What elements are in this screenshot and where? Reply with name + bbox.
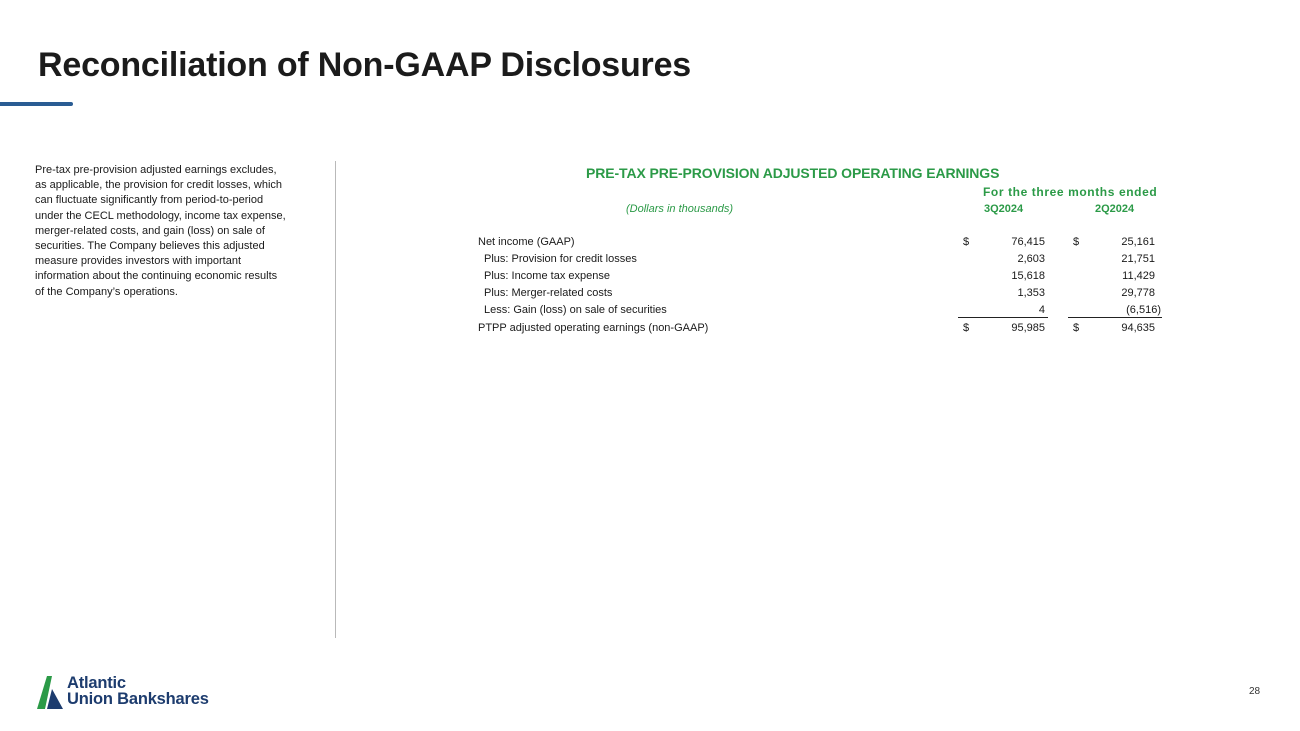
row-label: Plus: Provision for credit losses xyxy=(484,253,637,265)
company-logo xyxy=(37,674,209,714)
logo-line-2: Union Bankshares xyxy=(67,690,209,708)
table-row xyxy=(0,304,1300,321)
value-3q2024: 95,985 xyxy=(1011,322,1045,334)
slide-title: Reconciliation of Non-GAAP Disclosures xyxy=(38,46,691,84)
row-label: Less: Gain (loss) on sale of securities xyxy=(484,304,667,316)
title-accent-rule xyxy=(0,102,73,106)
column-divider xyxy=(335,161,336,638)
value-3q2024: 4 xyxy=(1038,304,1045,316)
table-title: PRE-TAX PRE-PROVISION ADJUSTED OPERATING EARNINGS xyxy=(586,165,1000,181)
table-row xyxy=(0,287,1300,304)
value-2q2024: 11,429 xyxy=(1122,270,1155,282)
page-number: 28 xyxy=(1249,686,1261,697)
value-3q2024: 76,415 xyxy=(1011,236,1045,248)
period-header: For the three months ended xyxy=(983,185,1158,199)
row-label: Plus: Income tax expense xyxy=(484,270,610,282)
row-label: Plus: Merger-related costs xyxy=(484,287,613,299)
value-3q2024: 1,353 xyxy=(1017,287,1045,299)
column-header-3q2024: 3Q2024 xyxy=(984,203,1024,215)
value-2q2024: 21,751 xyxy=(1121,253,1155,265)
dollar-sign: $ xyxy=(963,322,970,334)
table-row xyxy=(0,322,1300,339)
atlantic-union-logo-mark-icon xyxy=(37,675,65,709)
value-2q2024: (6,516) xyxy=(1126,304,1161,316)
value-2q2024: 25,161 xyxy=(1121,236,1155,248)
logo-wordmark xyxy=(67,675,209,707)
dollar-sign: $ xyxy=(1073,236,1080,248)
value-2q2024: 29,778 xyxy=(1121,287,1155,299)
row-label: PTPP adjusted operating earnings (non-GAAP) xyxy=(478,322,709,334)
dollar-sign: $ xyxy=(1073,322,1080,334)
row-label: Net income (GAAP) xyxy=(478,236,575,248)
table-row xyxy=(0,253,1300,270)
units-label: (Dollars in thousands) xyxy=(626,203,733,215)
table-row xyxy=(0,236,1300,253)
value-2q2024: 94,635 xyxy=(1121,322,1155,334)
column-header-2q2024: 2Q2024 xyxy=(1095,203,1135,215)
subtotal-rule xyxy=(1068,317,1162,318)
value-3q2024: 2,603 xyxy=(1017,253,1045,265)
intro-text: Pre-tax pre-provision adjusted earnings excludes, as applicable, the provision for credit losses, which can fluctuate significantly from period-to-period under the CECL methodology, income tax expense, merger-related costs, and gain (loss) on sale of securities. The Company believes this adjusted measure provides investors with important information about the continuing economic results of the Company’s operations. xyxy=(35,164,286,298)
table-row xyxy=(0,270,1300,287)
logo-line-1: Atlantic xyxy=(67,674,126,692)
value-3q2024: 15,618 xyxy=(1011,270,1045,282)
subtotal-rule xyxy=(958,317,1048,318)
dollar-sign: $ xyxy=(963,236,970,248)
